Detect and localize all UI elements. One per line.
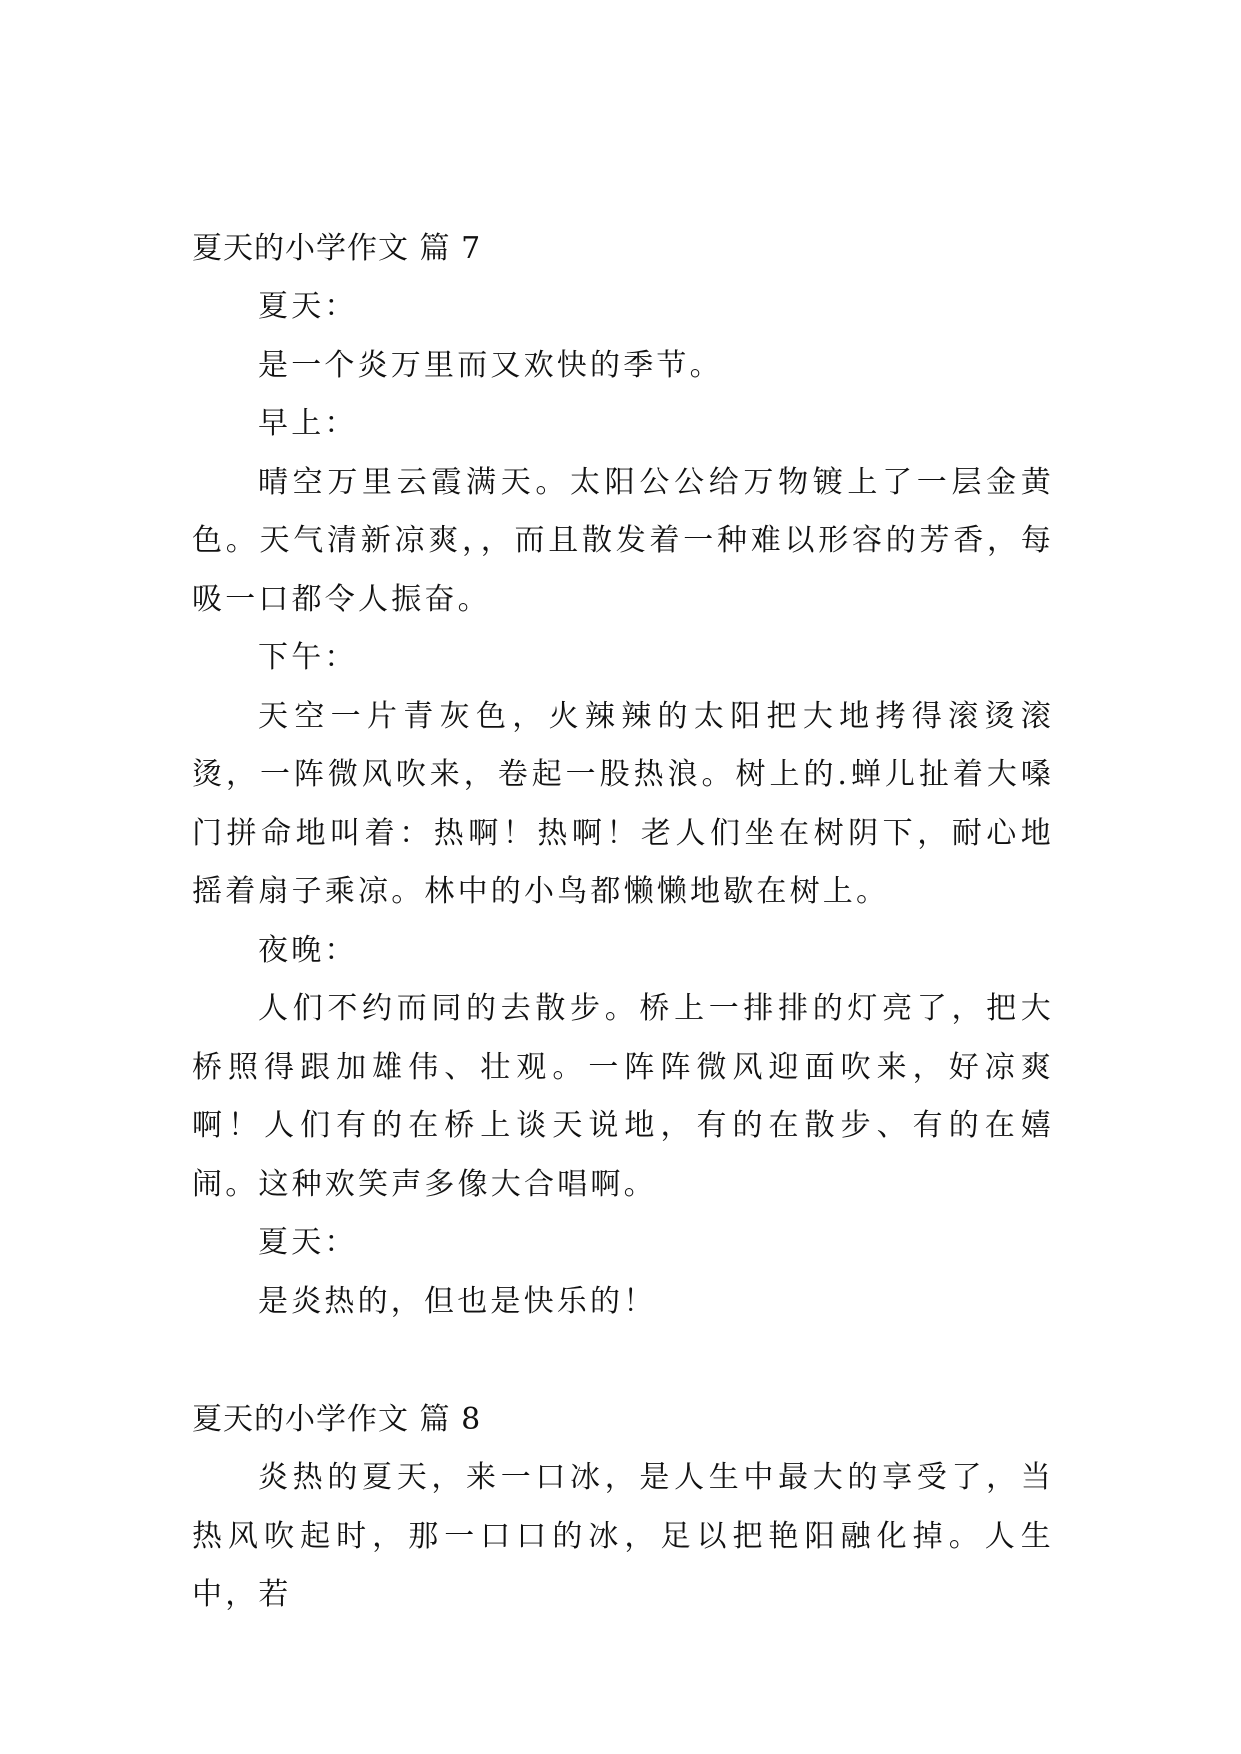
paragraph: 夏天： (258, 1225, 358, 1260)
section-heading: 夏天的小学作文 篇 8 (192, 1402, 482, 1437)
paragraph: 下午： (258, 640, 358, 675)
paragraph: 早上： (258, 406, 358, 441)
paragraph: 是一个炎万里而又欢快的季节。 (258, 347, 723, 383)
paragraph: 是炎热的，但也是快乐的！ (258, 1283, 657, 1319)
paragraph: 炎热的夏天，来一口冰，是人生中最大的享受了，当热风吹起时，那一口口的冰，足以把艳阳融化掉。人生中，若 (192, 1460, 1054, 1612)
essay-section-7 (192, 220, 1054, 1331)
essay-section-8 (192, 1391, 1054, 1625)
paragraph: 夏天： (258, 289, 358, 324)
paragraph: 人们不约而同的去散步。桥上一排排的灯亮了，把大桥照得跟加雄伟、壮观。一阵阵微风迎面吹来，好凉爽啊！人们有的在桥上谈天说地，有的在散步、有的在嬉闹。这种欢笑声多像大合唱啊。 (192, 991, 1054, 1202)
paragraph: 天空一片青灰色，火辣辣的太阳把大地拷得滚烫滚烫，一阵微风吹来，卷起一股热浪。树上的.蝉儿扯着大嗓门拼命地叫着：热啊！热啊！老人们坐在树阴下，耐心地摇着扇子乘凉。林中的小鸟都懒懒地歇在树上。 (192, 698, 1054, 909)
paragraph: 夜晚： (258, 932, 358, 968)
section-heading: 夏天的小学作文 篇 7 (192, 231, 482, 266)
paragraph: 晴空万里云霞满天。太阳公公给万物镀上了一层金黄色。天气清新凉爽，，而且散发着一种难以形容的芳香，每吸一口都令人振奋。 (192, 464, 1054, 617)
